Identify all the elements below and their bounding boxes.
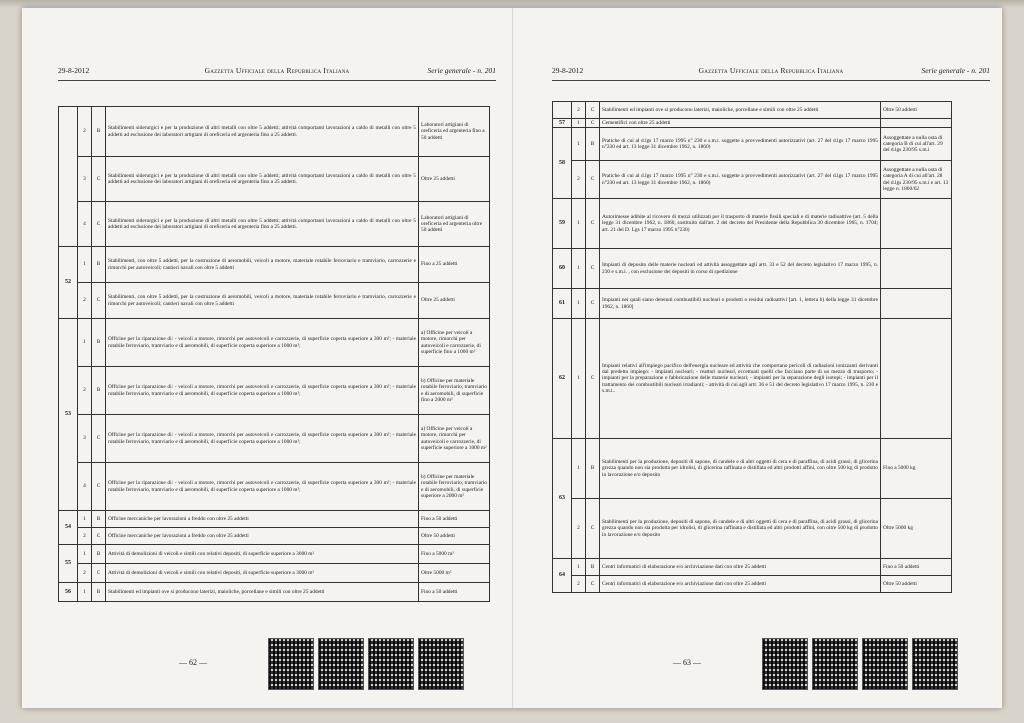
table-row	[59, 107, 490, 157]
limit-cell: b) Officine per materiale rotabile ferroviario, tramviario e di aeromobili, di superficie fino a 2000 m²	[419, 367, 490, 415]
subcategory-cell: 2	[78, 528, 92, 545]
limit-cell	[881, 289, 952, 319]
subcategory-cell: 2	[78, 564, 92, 583]
subcategory-cell: 3	[78, 157, 92, 202]
qr-code	[418, 638, 464, 690]
limit-cell: Fino a 50 addetti	[881, 559, 952, 576]
description-cell: Officine per la riparazione di: - veicoli a motore, rimorchi per autoveicoli e carrozzerie, di superficie coperta superiore a 300 m²; - materiale rotabile ferroviario, tramviario e di aeromobili, di superficie coperta superiore a 1000 m²;	[106, 415, 419, 463]
subcategory-cell: 3	[78, 415, 92, 463]
description-cell: Impianti nei quali siano detenuti combustibili nucleari o prodotti o residui radioattivi [art. 1, lettera b) della legge 31 dicembre 1962, n. 1860]	[600, 289, 881, 319]
category-cell: B	[92, 583, 106, 602]
table-row	[59, 511, 490, 528]
activities-table	[58, 106, 490, 602]
subcategory-cell: 1	[572, 199, 586, 249]
activity-number: 58	[553, 128, 572, 199]
subcategory-cell: 1	[572, 119, 586, 128]
page-fold	[512, 8, 514, 708]
category-cell: C	[92, 202, 106, 247]
table-row	[59, 247, 490, 283]
description-cell: Attività di demolizioni di veicoli e simili con relativi depositi, di superficie superiore a 3000 m²	[106, 545, 419, 564]
description-cell: Impianti di deposito delle materie nucleari ed attività assoggettate agli artt. 33 e 52 del decreto legislativo 17 marzo 1995, n. 230 e s.m.i. , con esclusione dei depositi in corso di spedizione	[600, 249, 881, 289]
subcategory-cell: 1	[572, 289, 586, 319]
scan-shadow	[0, 0, 1024, 8]
limit-cell: a) Officine per veicoli a motore, rimorchi per autoveicoli e carrozzerie, di superficie fino a 1000 m²	[419, 319, 490, 367]
subcategory-cell: 2	[572, 161, 586, 199]
description-cell: Officine meccaniche per lavorazioni a freddo con oltre 25 addetti	[106, 528, 419, 545]
page-number: — 63 —	[673, 658, 701, 667]
category-cell: B	[586, 439, 600, 499]
table-row	[553, 249, 952, 289]
qr-code	[368, 638, 414, 690]
header-rule	[58, 80, 496, 81]
description-cell: Stabilimenti siderurgici e per la produzione di altri metalli con oltre 5 addetti; attività comportanti lavorazioni a caldo di metalli con oltre 5 addetti ad esclusione dei laboratori artigiani di oreficeria ed argenteria fino a 25 addetti.	[106, 157, 419, 202]
description-cell: Autorimesse adibite al ricovero di mezzi utilizzati per il trasporto di materie fissili speciali e di materie radioattive (art. 5 della legge 31 dicembre 1962, n. 1860, sostituito dall'art. 2 del decreto del Presidente della Repubblica 30 dicembre 1965, n. 1704; art. 21 del D. Lgs 17 marzo 1995 n°230)	[600, 199, 881, 249]
table-row	[553, 289, 952, 319]
subcategory-cell: 1	[78, 511, 92, 528]
subcategory-cell: 1	[572, 128, 586, 161]
page-header	[552, 66, 990, 78]
description-cell: Officine per la riparazione di: - veicoli a motore, rimorchi per autoveicoli e carrozzerie, di superficie coperta superiore a 300 m²; - materiale rotabile ferroviario, tramviario e di aeromobili, di superficie coperta superiore a 1000 m²;	[106, 319, 419, 367]
table-row	[59, 367, 490, 415]
header-rule	[552, 80, 990, 81]
activity-number: 59	[553, 199, 572, 249]
limit-cell: Laboratori artigiani di oreficeria ed argenteria fino a 50 addetti	[419, 107, 490, 157]
activity-number: 56	[59, 583, 78, 602]
page-header	[58, 66, 496, 78]
description-cell: Cementifici con oltre 25 addetti	[600, 119, 881, 128]
table-row	[553, 576, 952, 593]
activity-number: 57	[553, 119, 572, 128]
category-cell: C	[586, 249, 600, 289]
limit-cell	[881, 199, 952, 249]
table-row	[59, 463, 490, 511]
table-row	[553, 161, 952, 199]
limit-cell: Laboratori artigiani di oreficeria ed argenteria oltre 50 addetti	[419, 202, 490, 247]
activity-number	[553, 102, 572, 119]
subcategory-cell: 2	[572, 499, 586, 559]
table-row	[553, 439, 952, 499]
activity-number: 60	[553, 249, 572, 289]
subcategory-cell: 2	[572, 102, 586, 119]
qr-code	[912, 638, 958, 690]
description-cell: Centri informatici di elaborazione e/o archiviazione dati con oltre 25 addetti	[600, 559, 881, 576]
subcategory-cell: 1	[78, 247, 92, 283]
limit-cell	[881, 319, 952, 439]
limit-cell: Oltre 25 addetti	[419, 157, 490, 202]
category-cell: B	[92, 319, 106, 367]
category-cell: C	[92, 528, 106, 545]
category-cell: C	[586, 199, 600, 249]
header-date: 29-8-2012	[552, 66, 584, 75]
header-series: Serie generale - n. 201	[921, 66, 990, 75]
category-cell: C	[586, 289, 600, 319]
activities-table	[552, 101, 952, 593]
category-cell: C	[586, 319, 600, 439]
activity-number: 54	[59, 511, 78, 545]
table-row	[59, 319, 490, 367]
description-cell: Officine per la riparazione di: - veicoli a motore, rimorchi per autoveicoli e carrozzerie, di superficie coperta superiore a 300 m²; - materiale rotabile ferroviario, tramviario e di aeromobili, di superficie coperta superiore a 1000 m²;	[106, 367, 419, 415]
activity-number: 62	[553, 319, 572, 439]
category-cell: B	[92, 511, 106, 528]
table-row	[553, 128, 952, 161]
activity-number: 55	[59, 545, 78, 583]
limit-cell: Fino a 50 addetti	[419, 511, 490, 528]
header-date: 29-8-2012	[58, 66, 90, 75]
table-row	[553, 119, 952, 128]
limit-cell: a) Officine per veicoli a motore, rimorchi per autoveicoli e carrozzerie, di superficie superiore a 1000 m²	[419, 415, 490, 463]
activity-number: 64	[553, 559, 572, 593]
limit-cell: Fino a 5000 m²	[419, 545, 490, 564]
page-footer	[158, 638, 458, 688]
header-title: Gazzetta Ufficiale della Repubblica Italiana	[698, 66, 844, 75]
limit-cell: Oltre 50 addetti	[881, 102, 952, 119]
qr-code	[318, 638, 364, 690]
category-cell: B	[92, 107, 106, 157]
description-cell: Stabilimenti siderurgici e per la produzione di altri metalli con oltre 5 addetti; attività comportanti lavorazioni a caldo di metalli con oltre 5 addetti ad esclusione dei laboratori artigiani di oreficeria ed argenteria fino a 25 addetti.	[106, 107, 419, 157]
description-cell: Stabilimenti, con oltre 5 addetti, per la costruzione di aeromobili, veicoli a motore, materiale rotabile ferroviario e tramviario, carrozzerie e rimorchi per autoveicoli; cantieri navali con oltre 5 addetti	[106, 247, 419, 283]
limit-cell: Oltre 5000 m²	[419, 564, 490, 583]
limit-cell: Assoggettate a nulla osta di categoria B di cui all'art. 29 del d.lgs 230/95 s.m.i	[881, 128, 952, 161]
category-cell: C	[92, 157, 106, 202]
table-row	[553, 559, 952, 576]
qr-code	[812, 638, 858, 690]
activity-number	[59, 107, 78, 247]
qr-code	[862, 638, 908, 690]
category-cell: C	[586, 102, 600, 119]
description-cell: Stabilimenti ed impianti ove si producono laterizi, maioliche, porcellane e simili con oltre 25 addetti	[106, 583, 419, 602]
header-series: Serie generale - n. 201	[427, 66, 496, 75]
table-row	[59, 564, 490, 583]
category-cell: C	[586, 119, 600, 128]
table-row	[59, 528, 490, 545]
limit-cell: Oltre 25 addetti	[419, 283, 490, 319]
category-cell: C	[92, 415, 106, 463]
limit-cell: Oltre 50 addetti	[419, 528, 490, 545]
page-number: — 62 —	[179, 658, 207, 667]
category-cell: C	[92, 463, 106, 511]
subcategory-cell: 2	[78, 367, 92, 415]
limit-cell: b) Officine per materiale rotabile ferroviario, tramviario e di aeromobili, di superficie superiore a 2000 m²	[419, 463, 490, 511]
description-cell: Stabilimenti siderurgici e per la produzione di altri metalli con oltre 5 addetti; attività comportanti lavorazioni a caldo di metalli con oltre 5 addetti ad esclusione dei laboratori artigiani di oreficeria ed argenteria fino a 25 addetti.	[106, 202, 419, 247]
activity-number: 63	[553, 439, 572, 559]
right-page	[522, 8, 1000, 708]
qr-code	[268, 638, 314, 690]
subcategory-cell: 1	[572, 249, 586, 289]
limit-cell	[881, 119, 952, 128]
subcategory-cell: 1	[572, 439, 586, 499]
description-cell: Stabilimenti, con oltre 5 addetti, per la costruzione di aeromobili, veicoli a motore, materiale rotabile ferroviario e tramviario, carrozzerie e rimorchi per autoveicoli; cantieri navali con oltre 5 addetti	[106, 283, 419, 319]
subcategory-cell: 1	[572, 319, 586, 439]
subcategory-cell: 2	[572, 576, 586, 593]
document-spread	[22, 8, 1002, 708]
category-cell: B	[92, 545, 106, 564]
limit-cell: Assoggettate a nulla osta di categoria A di cui all'art. 28 del d.lgs 230/95 s.m.i e art. 13 legge n. 1860/62	[881, 161, 952, 199]
description-cell: Officine per la riparazione di: - veicoli a motore, rimorchi per autoveicoli e carrozzerie, di superficie coperta superiore a 300 m²; - materiale rotabile ferroviario, tramviario e di aeromobili, di superficie coperta superiore a 1000 m²;	[106, 463, 419, 511]
subcategory-cell: 1	[78, 319, 92, 367]
description-cell: Pratiche di cui al d.lgs 17 marzo 1995 n° 230 e s.m.i. soggette a provvedimenti autorizzativi (art. 27 del d.lgs 17 marzo 1995 n°230 ed art. 13 legge 31 dicembre 1962, n. 1860)	[600, 128, 881, 161]
limit-cell	[881, 249, 952, 289]
table-row	[59, 157, 490, 202]
limit-cell: Oltre 5000 kg	[881, 499, 952, 559]
category-cell: C	[92, 564, 106, 583]
qr-code	[762, 638, 808, 690]
category-cell: C	[586, 499, 600, 559]
subcategory-cell: 1	[572, 559, 586, 576]
limit-cell: Fino a 5000 kg	[881, 439, 952, 499]
category-cell: B	[586, 559, 600, 576]
category-cell: C	[586, 576, 600, 593]
description-cell: Impianti relativi all'impiego pacifico dell'energia nucleare ed attività che comportano pericoli di radiazioni ionizzanti derivanti dal predetto impiego: - impianti nucleari; - reattori nucleari, eccettuati quelli che facciano parte di un mezzo di trasporto; - impianti per la preparazione o fabbricazione delle materie nucleari; - impianti per la separazione degli isotopi; - impianti per il trattamento dei combustibili nucleari irradianti; - attività di cui agli artt. 36 e 51 del decreto legislativo 17 marzo 1995, n. 230 e s.m.i..	[600, 319, 881, 439]
table-row	[59, 545, 490, 564]
description-cell: Officine meccaniche per lavorazioni a freddo con oltre 25 addetti	[106, 511, 419, 528]
limit-cell: Fino a 50 addetti	[419, 583, 490, 602]
category-cell: B	[92, 247, 106, 283]
description-cell: Stabilimenti per la produzione, depositi di sapone, di candele e di altri oggetti di cera e di paraffina, di acidi grassi, di glicerina grezza quando non sia prodotta per idrolisi, di glicerina raffinata e distillata ed altri prodotti affini, con oltre 500 kg di prodotto in lavorazione e/o deposito	[600, 499, 881, 559]
table-row	[553, 319, 952, 439]
subcategory-cell: 1	[78, 583, 92, 602]
category-cell: C	[92, 283, 106, 319]
limit-cell: Oltre 50 addetti	[881, 576, 952, 593]
activity-number: 61	[553, 289, 572, 319]
subcategory-cell: 4	[78, 463, 92, 511]
description-cell: Centri informatici di elaborazione e/o archiviazione dati con oltre 25 addetti	[600, 576, 881, 593]
limit-cell: Fino a 25 addetti	[419, 247, 490, 283]
description-cell: Stabilimenti ed impianti ove si producono laterizi, maioliche, porcellane e simili con oltre 25 addetti	[600, 102, 881, 119]
subcategory-cell: 2	[78, 107, 92, 157]
description-cell: Stabilimenti per la produzione, depositi di sapone, di candele e di altri oggetti di cera e di paraffina, di acidi grassi, di glicerina grezza quando non sia prodotta per idrolisi, di glicerina raffinata e distillata ed altri prodotti affini, con oltre 500 kg di prodotto in lavorazione e/o deposito	[600, 439, 881, 499]
category-cell: C	[586, 161, 600, 199]
subcategory-cell: 4	[78, 202, 92, 247]
activity-number: 53	[59, 319, 78, 511]
category-cell: B	[586, 128, 600, 161]
description-cell: Pratiche di cui al d.lgs 17 marzo 1995 n° 230 e s.m.i. soggette a provvedimenti autorizzativi (art. 27 del d.lgs 17 marzo 1995 n°230 ed art. 13 legge 31 dicembre 1962, n. 1860)	[600, 161, 881, 199]
table-row	[59, 415, 490, 463]
table-row	[59, 583, 490, 602]
description-cell: Attività di demolizioni di veicoli e simili con relativi depositi, di superficie superiore a 3000 m²	[106, 564, 419, 583]
activity-number: 52	[59, 247, 78, 319]
subcategory-cell: 2	[78, 283, 92, 319]
page-footer	[652, 638, 952, 688]
table-row	[59, 283, 490, 319]
subcategory-cell: 1	[78, 545, 92, 564]
table-row	[553, 499, 952, 559]
table-row	[553, 102, 952, 119]
table-row	[553, 199, 952, 249]
table-row	[59, 202, 490, 247]
category-cell: B	[92, 367, 106, 415]
left-page	[28, 8, 506, 708]
header-title: Gazzetta Ufficiale della Repubblica Italiana	[204, 66, 350, 75]
